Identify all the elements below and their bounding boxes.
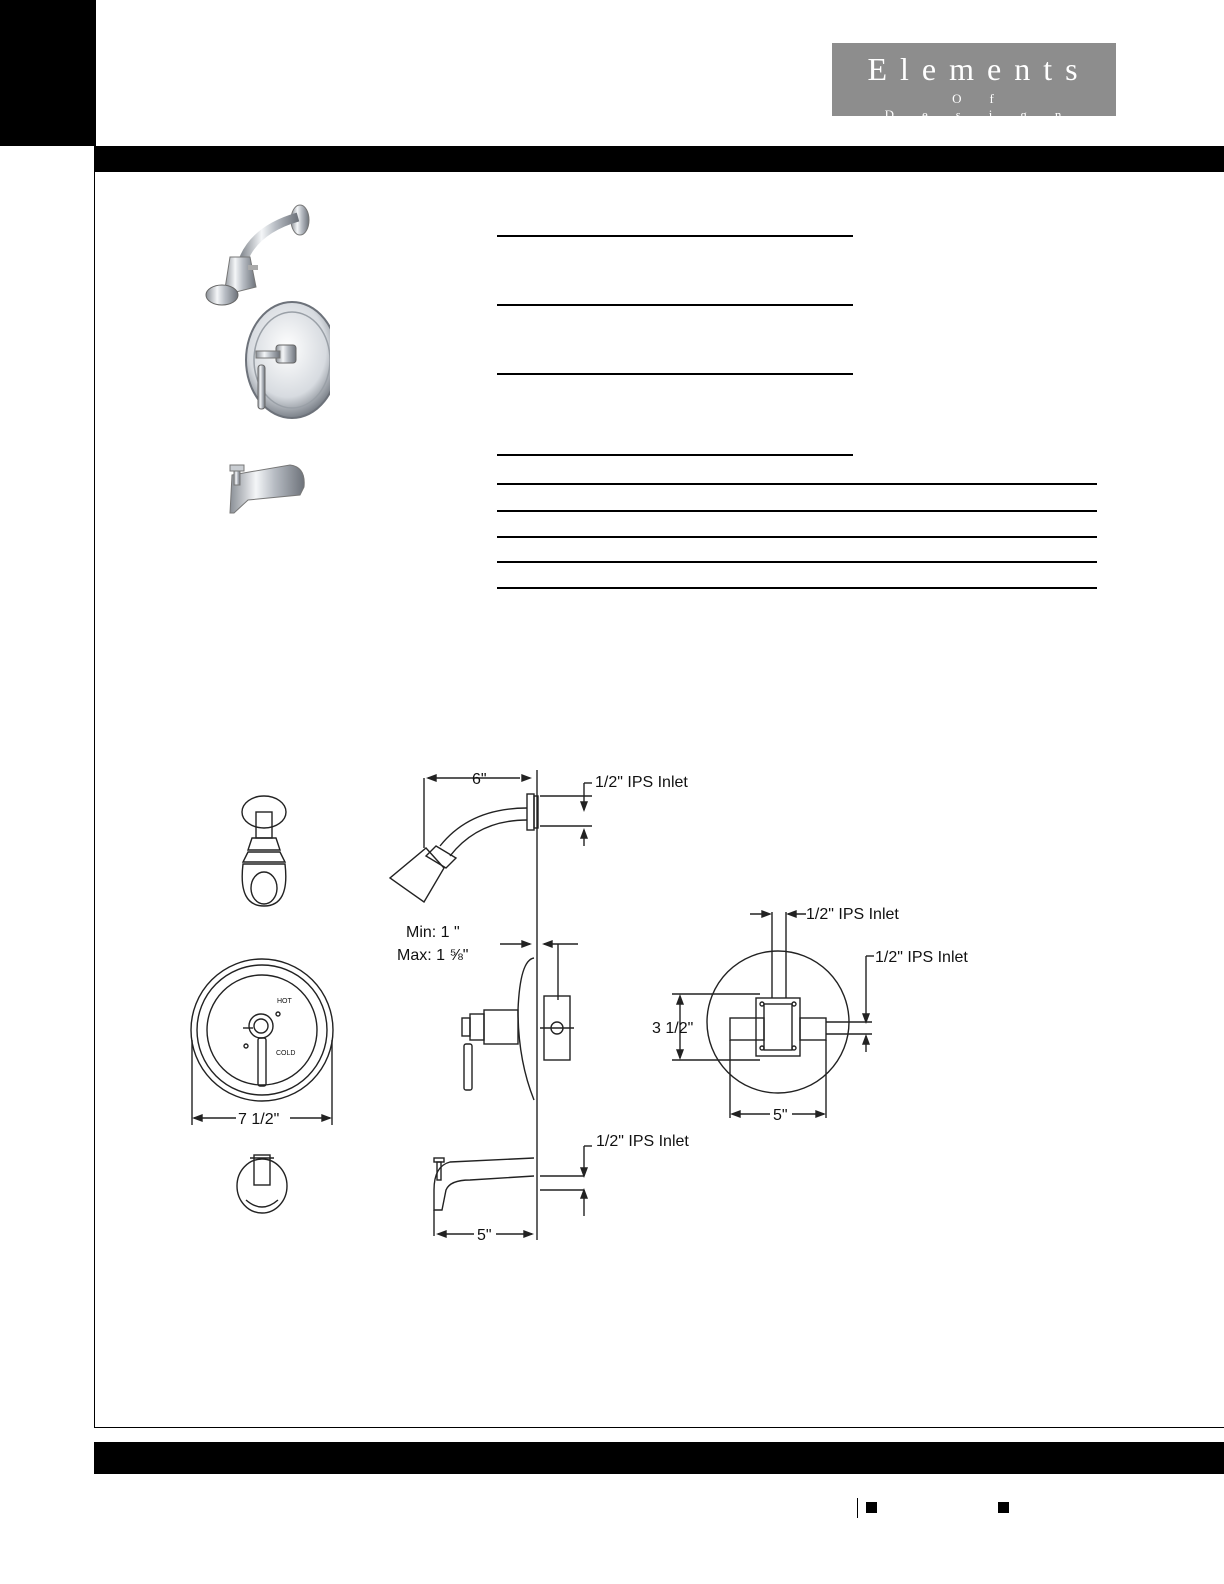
showerhead-side-view bbox=[390, 775, 592, 902]
spec-rule bbox=[497, 510, 1097, 512]
valve-plate-front-view bbox=[191, 959, 333, 1125]
valve-inlet-side-label: 1/2" IPS Inlet bbox=[875, 949, 968, 966]
valve-width-label: 5" bbox=[773, 1107, 788, 1124]
spec-rule bbox=[497, 235, 853, 237]
tub-spout-front-view bbox=[237, 1155, 287, 1213]
plate-diameter-label: 7 1/2" bbox=[238, 1111, 280, 1128]
footer-separator bbox=[857, 1498, 858, 1518]
plate-hot-label: HOT bbox=[277, 998, 292, 1005]
spec-rule bbox=[497, 587, 1097, 589]
bottom-rule bbox=[94, 1427, 1224, 1428]
footer-square-icon bbox=[998, 1502, 1009, 1513]
spec-rule bbox=[497, 304, 853, 306]
valve-trim-photo bbox=[246, 302, 330, 418]
spec-rule bbox=[497, 483, 1097, 485]
header-bar bbox=[94, 146, 1224, 172]
plate-cold-label: COLD bbox=[276, 1050, 296, 1057]
brand-logo bbox=[832, 43, 1116, 122]
showerhead-inlet-label: 1/2" IPS Inlet bbox=[595, 774, 688, 791]
valve-inlet-top-label: 1/2" IPS Inlet bbox=[806, 906, 899, 923]
showerhead-front-view bbox=[242, 796, 286, 906]
left-margin-rule bbox=[94, 172, 95, 1428]
valve-height-label: 3 1/2" bbox=[652, 1020, 694, 1037]
wall-min-label: Min: 1 " bbox=[406, 924, 460, 941]
footer-bar bbox=[94, 1442, 1224, 1474]
wall-max-label: Max: 1 ⅝" bbox=[397, 947, 469, 964]
valve-rough-in-view bbox=[672, 911, 874, 1118]
spout-inlet-label: 1/2" IPS Inlet bbox=[596, 1133, 689, 1150]
rough-in-diagram bbox=[180, 760, 1000, 1250]
logo-line2: Of Design bbox=[884, 91, 1090, 122]
logo-line1: Elements bbox=[867, 51, 1091, 87]
spec-rule bbox=[497, 373, 853, 375]
spec-rule bbox=[497, 561, 1097, 563]
corner-block bbox=[0, 0, 96, 146]
shower-arm-length-label: 6" bbox=[472, 771, 487, 788]
spec-rule bbox=[497, 536, 1097, 538]
valve-side-view bbox=[462, 941, 578, 1100]
product-photos bbox=[190, 195, 330, 525]
spout-length-label: 5" bbox=[477, 1227, 492, 1244]
showerhead-photo bbox=[206, 205, 309, 305]
tub-spout-photo bbox=[230, 465, 304, 513]
footer-square-icon bbox=[866, 1502, 877, 1513]
spec-rule bbox=[497, 454, 853, 456]
tub-spout-side-view bbox=[434, 1146, 592, 1237]
